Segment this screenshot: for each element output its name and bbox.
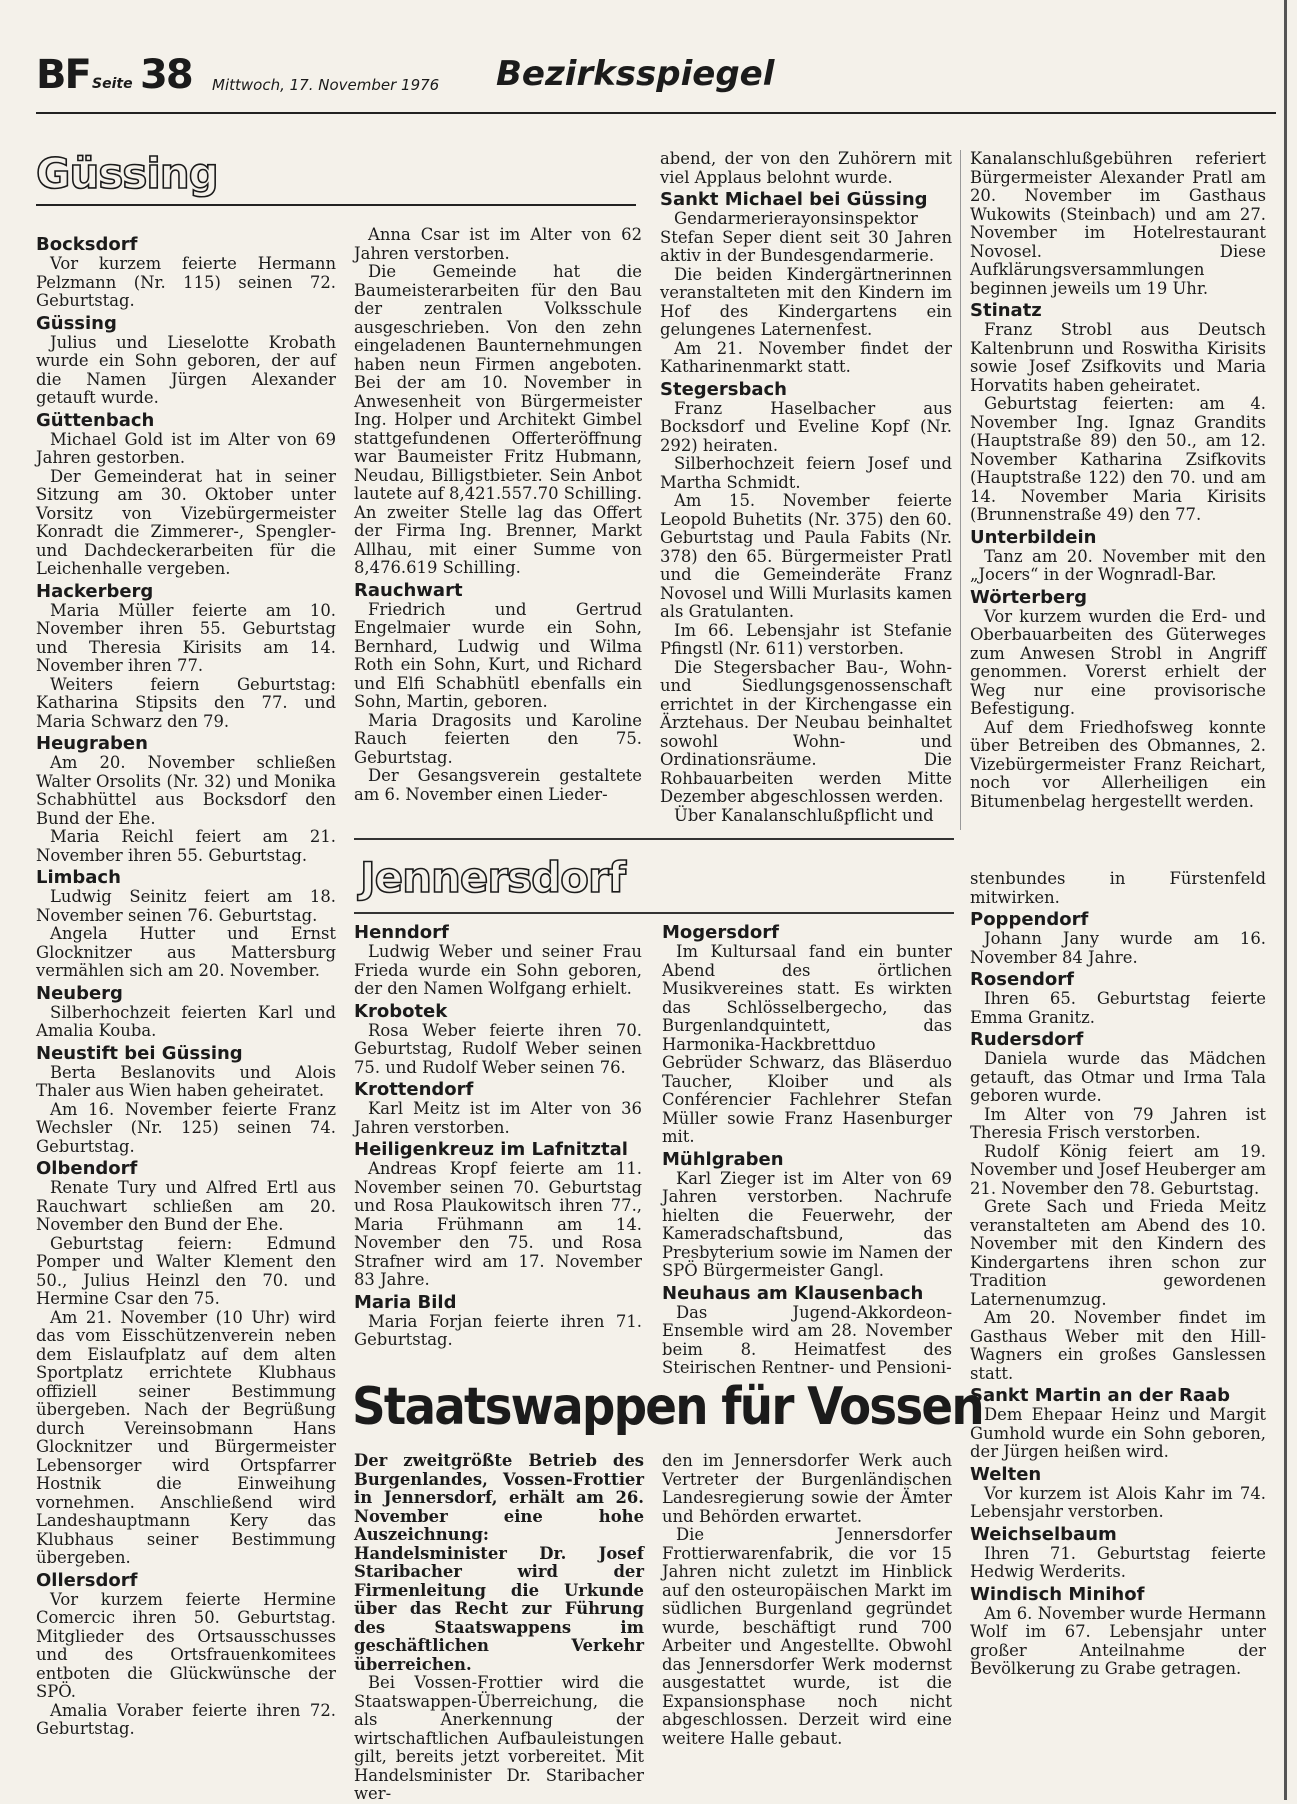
region-title-guessing: Güssing [36,149,218,198]
paragraph: Im 66. Lebensjahr ist Stefanie Pfingstl (Nr. 611) verstorben. [660,620,952,658]
column-1 [36,232,336,1739]
paragraph: Ludwig Weber und seiner Frau Frieda wurde ein Sohn geboren, der den Namen Wolfgang erhielt. [354,942,642,998]
section-title: Bezirksspiegel [496,54,775,94]
issue-date: Mittwoch, 17. November 1976 [212,76,440,94]
place-heading: Olbendorf [36,1158,138,1179]
place-heading: Hackerberg [36,580,154,602]
paragraph: Maria Müller feierte am 10. November ihren 55. Geburtstag und Theresia Kirisits am 14. November ihren 77. [36,600,336,675]
paragraph: Andreas Kropf feierte am 11. November seinen 70. Geburtstag und Rosa Plaukowitsch ihren 77., Maria Frühmann am 14. November den 75. und Rosa Strafner wird am 17. November 83 Jahre. [354,1159,642,1289]
paragraph: Vor kurzem wurden die Erd- und Oberbauarbeiten des Güterweges zum Anwesen Strobl in Angriff genommen. Vorerst erhielt der Weg nur eine provisorische Befestigung. [970,606,1266,718]
paragraph: Vor kurzem feierte Hermann Pelzmann (Nr. 115) seinen 72. Geburtstag. [36,254,336,310]
masthead-logo: BF [36,52,90,98]
paragraph: Ihren 71. Geburtstag feierte Hedwig Werderits. [970,1543,1266,1581]
paragraph: Johann Jany wurde am 16. November 84 Jahre. [970,929,1266,967]
paragraph: Am 16. November feierte Franz Wechsler (Nr. 125) seinen 74. Geburtstag. [36,1099,336,1156]
paragraph: Am 21. November findet der Katharinenmarkt statt. [660,338,952,376]
paragraph: Der Gesangsverein gestaltete am 6. November einen Lieder- [354,766,642,804]
paragraph: Berta Beslanovits und Alois Thaler aus Wien haben geheiratet. [36,1062,336,1100]
paragraph: Angela Hutter und Ernst Glocknitzer aus Mattersburg vermählen sich am 20. November. [36,924,336,980]
place-heading: Weichselbaum [970,1523,1117,1545]
paragraph: Renate Tury und Alfred Ertl aus Rauchwart schließen am 20. November den Bund der Ehe. [36,1178,336,1234]
place-heading: Sankt Michael bei Güssing [660,189,928,210]
region-title-jennersdorf: Jennersdorf [360,853,626,902]
paragraph: Dem Ehepaar Heinz und Margit Gumhold wurde ein Sohn geboren, der Jürgen heißen wird. [970,1405,1266,1461]
place-heading: Rauchwart [354,579,463,601]
page-number: 38 [140,52,192,98]
place-heading: Maria Bild [354,1291,457,1313]
region-rule-jennersdorf [354,912,954,914]
masthead [36,50,1276,120]
paragraph: Geburtstag feiern: Edmund Pomper und Walter Klement den 50., Julius Heinzl den 70. und Hermine Csar den 75. [36,1233,336,1308]
paragraph: Rosa Weber feierte ihren 70. Geburtstag, Rudolf Weber seinen 75. und Rudolf Weber seinen 76. [354,1020,642,1077]
paragraph: Maria Dragosits und Karoline Rauch feierten den 75. Geburtstag. [354,710,642,767]
place-heading: Stinatz [970,300,1042,321]
paragraph: Die beiden Kindergärtnerinnen veranstalteten mit den Kindern im Hof des Kindergartens ein gelungenes Laternenfest. [660,264,952,339]
column-rule [960,150,961,830]
paragraph: Karl Meitz ist im Alter von 36 Jahren verstorben. [354,1099,642,1137]
paragraph: Franz Haselbacher aus Bocksdorf und Eveline Kopf (Nr. 292) heiraten. [660,398,952,455]
place-heading: Stegersbach [660,378,787,400]
paragraph: Am 20. November schließen Walter Orsolits (Nr. 32) und Monika Schabhüttel aus Bocksdorf den Bund der Ehe. [36,753,336,828]
paragraph: Ihren 65. Geburtstag feierte Emma Granitz. [970,989,1266,1027]
page-edge [1284,0,1287,1800]
paragraph: Auf dem Friedhofsweg konnte über Betreiben des Obmannes, 2. Vizebürgermeister Franz Reichart, noch vor Allerheiligen ein Bitumenbelag hergestellt werden. [970,717,1266,811]
place-heading: Welten [970,1463,1042,1485]
paragraph: Über Kanalanschlußpflicht und [674,805,934,825]
place-heading: Heugraben [36,733,148,754]
region-rule-guessing [36,204,636,206]
place-heading: Neuhaus am Klausenbach [662,1282,924,1304]
place-heading: Bocksdorf [36,234,138,255]
paragraph: Vor kurzem feierte Hermine Comercic ihren 50. Geburtstag. Mitglieder des Ortsausschusses und des Ortsfrauenkomitees entboten die Glückwünsche der SPÖ. [36,1589,336,1701]
paragraph: Vor kurzem ist Alois Kahr im 74. Lebensjahr verstorben. [970,1483,1266,1521]
paragraph: Am 15. November feierte Leopold Buhetits (Nr. 375) den 60. Geburtstag und Paula Fabits (Nr. 378) den 65. Bürgermeister Pratl und die Gemeinderäte Franz Novosel und Willi Murlasits kamen als Gratulanten. [660,491,952,621]
paragraph: abend, der von den Zuhörern mit viel Applaus belohnt wurde. [660,149,952,187]
article-staatswappen-col-a [354,1452,644,1804]
place-heading: Mühlgraben [662,1148,784,1170]
paragraph: Im Alter von 79 Jahren ist Theresia Frisch verstorben. [970,1104,1266,1142]
column-2 [354,226,642,804]
place-heading: Henndorf [354,922,449,943]
paragraph: Silberhochzeit feierten Karl und Amalia Kouba. [36,1002,336,1040]
paragraph: Gendarmerierayonsinspektor Stefan Seper dient seit 30 Jahren aktiv in der Bundesgendarmerie. [660,209,952,265]
paragraph: stenbundes in Fürstenfeld mitwirken. [970,869,1266,907]
paragraph: Karl Zieger ist im Alter von 69 Jahren verstorben. Nachrufe hielten die Feuerwehr, der Kameradschaftsbund, das Presbyterium sowie im Namen der SPÖ Bürgermeister Gangl. [662,1168,952,1280]
place-heading: Poppendorf [970,909,1089,930]
place-heading: Limbach [36,867,121,888]
place-heading: Neustift bei Güssing [36,1042,243,1064]
paragraph: Im Kultursaal fand ein bunter Abend des örtlichen Musikvereines statt. Es wirkten das Schlösselbergecho, das Burgenlandquintett, das Harmonika-Hackbrettduo Gebrüder Schwarz, das Bläserduo Taucher, Kloiber und als Conférencier Fachlehrer Stefan Müller sowie Franz Hasenburger mit. [662,942,952,1146]
paragraph: Franz Strobl aus Deutsch Kaltenbrunn und Roswitha Kirisits sowie Josef Zsifkovits und Maria Horvatits haben geheiratet. [970,320,1266,395]
place-heading: Unterbildein [970,526,1097,548]
paragraph: Silberhochzeit feiern Josef und Martha Schmidt. [660,454,952,492]
paragraph: Am 6. November wurde Hermann Wolf im 67. Lebensjahr unter großer Anteilnahme der Bevölkerung zu Grabe getragen. [970,1603,1266,1678]
masthead-rule [36,112,1276,114]
place-heading: Güttenbach [36,409,155,431]
paragraph: Grete Sach und Frieda Meitz veranstalteten am Abend des 10. November mit den Kindern des Kindergartens ihren schon zur Tradition gewordenen Laternenumzug. [970,1197,1266,1309]
jennersdorf-column-4 [970,870,1266,1679]
place-heading: Krobotek [354,1000,448,1022]
article-staatswappen-col-b [662,1452,952,1748]
section-divider [354,838,954,840]
paragraph: Kanalanschlußgebühren referiert Bürgermeister Alexander Pratl am 20. November im Gasthaus Wukowits (Steinbach) und am 27. November im Hotelrestaurant Novosel. Diese Aufklärungsversammlungen beginnen jeweils um 19 Uhr. [970,149,1266,298]
paragraph: Julius und Lieselotte Krobath wurde ein Sohn geboren, der auf die Namen Jürgen Alexander getauft wurde. [36,332,336,407]
paragraph: Am 20. November findet im Gasthaus Weber mit den Hill-Wagners ein großes Ganslessen statt. [970,1308,1266,1383]
article-lead: Der zweitgrößte Betrieb des Burgenlandes, Vossen-Frottier in Jennersdorf, erhält am 26. November eine hohe Auszeichnung: Handelsminister Dr. Josef Staribacher wird der Firmenleitung die Urkunde über das Recht zur Führung des Staatswappens im geschäftlichen Verkehr überreichen. [354,1451,644,1674]
place-heading: Heiligenkreuz im Lafnitztal [354,1139,628,1160]
paragraph: Daniela wurde das Mädchen getauft, das Otmar und Irma Tala geboren wurde. [970,1049,1266,1105]
paragraph: den im Jennersdorfer Werk auch Vertreter der Burgenländischen Landesregierung sowie der Ämter und Behörden erwartet. [662,1451,952,1526]
column-3 [660,150,952,825]
paragraph: Die Gemeinde hat die Baumeisterarbeiten für den Bau der zentralen Volksschule ausgeschrieben. Von den zehn eingeladenen Baunternehmungen haben neun Firmen angeboten. Bei der am 10. November in Anwesenheit von Bürgermeister Ing. Holper und Architekt Gimbel stattgefundenen Offerteröffnung war Baumeister Fritz Hubmann, Neudau, Billigstbieter. Sein Anbot lautete auf 8,421.557.70 Schilling. An zweiter Stelle lag das Offert der Firma Ing. Brenner, Markt Allhau, mit einer Summe von 8,476.619 Schilling. [354,262,642,577]
paragraph: Die Stegersbacher Bau-, Wohn- und Siedlungsgenossenschaft errichtet in der Kirchengasse ein Ärztehaus. Der Neubau beinhaltet sowohl Wohn- und Ordinationsräume. Die Rohbauarbeiten werden Mitte Dezember abgeschlossen werden. [660,657,952,806]
place-heading: Neuberg [36,982,123,1004]
place-heading: Wörterberg [970,586,1087,608]
paragraph: Amalia Voraber feierte ihren 72. Geburtstag. [36,1700,336,1738]
place-heading: Mogersdorf [662,922,779,943]
paragraph: Geburtstag feierten: am 4. November Ing. Ignaz Grandits (Hauptstraße 89) den 50., am 12. November Katharina Zsifkovits (Hauptstraße 122) den 70. und am 14. November Maria Kirisits (Brunnenstraße 49) den 77. [970,394,1266,524]
paragraph: Weiters feiern Geburtstag: Katharina Stipsits den 77. und Maria Schwarz den 79. [36,674,336,731]
place-heading: Ollersdorf [36,1569,138,1591]
column-4 [970,150,1266,811]
page-label: Seite [92,76,133,92]
paragraph: Das Jugend-Akkordeon-Ensemble wird am 28. November beim 8. Heimatfest des Steirischen Rentner- und Pensioni- [662,1302,952,1377]
jennersdorf-column-2 [354,920,642,1350]
paragraph: Rudolf König feiert am 19. November und Josef Heuberger am 21. November den 78. Geburtstag. [970,1141,1266,1198]
guessing-header-block [36,150,342,206]
place-heading: Windisch Minihof [970,1583,1145,1605]
jennersdorf-header-block [360,854,660,902]
jennersdorf-column-3 [662,920,952,1378]
paragraph: Der Gemeinderat hat in seiner Sitzung am 30. Oktober unter Vorsitz von Vizebürgermeister Konradt die Zimmerer-, Spengler- und Dachdeckerarbeiten für die Leichenhalle vergeben. [36,466,336,578]
paragraph: Maria Forjan feierte ihren 71. Geburtstag. [354,1311,642,1349]
paragraph: Michael Gold ist im Alter von 69 Jahren gestorben. [36,429,336,467]
paragraph: Friedrich und Gertrud Engelmaier wurde ein Sohn, Bernhard, Ludwig und Wilma Roth ein Sohn, Kurt, und Richard und Elfi Schabhütl ebenfalls ein Sohn, Martin, geboren. [354,599,642,711]
paragraph: Ludwig Seinitz feiert am 18. November seinen 76. Geburtstag. [36,887,336,925]
paragraph: Maria Reichl feiert am 21. November ihren 55. Geburtstag. [36,827,336,865]
place-heading: Krottendorf [354,1079,474,1100]
place-heading: Rosendorf [970,969,1074,990]
place-heading: Güssing [36,312,117,334]
place-heading: Rudersdorf [970,1029,1084,1050]
paragraph: Tanz am 20. November mit den „Jocers“ in der Wognradl-Bar. [970,546,1266,584]
paragraph: Bei Vossen-Frottier wird die Staatswappen-Überreichung, die als Anerkennung der wirtschaftlichen Aufbauleistungen gilt, bereits jetzt vorbereitet. Mit Handelsminister Dr. Staribacher wer- [354,1673,644,1803]
paragraph: Anna Csar ist im Alter von 62 Jahren verstorben. [354,225,642,263]
place-heading: Sankt Martin an der Raab [970,1385,1231,1406]
paragraph: Die Jennersdorfer Frottierwarenfabrik, die vor 15 Jahren nicht zuletzt im Hinblick auf den osteuropäischen Markt im südlichen Burgenland gegründet wurde, beschäftigt rund 700 Arbeiter und Angestellte. Obwohl das Jennersdorfer Werk modernst ausgestattet wurde, ist die Expansionsphase noch nicht abgeschlossen. Derzeit wird eine weitere Halle gebaut. [662,1525,952,1748]
headline-staatswappen: Staatswappen für Vossen [352,1377,983,1437]
paragraph: Am 21. November (10 Uhr) wird das vom Eisschützenverein neben dem Eislaufplatz auf dem alten Sportplatz errichtete Klubhaus offiziell seiner Bestimmung übergeben. Nach der Begrüßung durch Vereinsobmann Hans Glocknitzer und Bürgermeister Lebensorger wird Ortspfarrer Hostnik die Einweihung vornehmen. Anschließend wird Landeshauptmann Kery das Klubhaus seiner Bestimmung übergeben. [36,1307,336,1567]
